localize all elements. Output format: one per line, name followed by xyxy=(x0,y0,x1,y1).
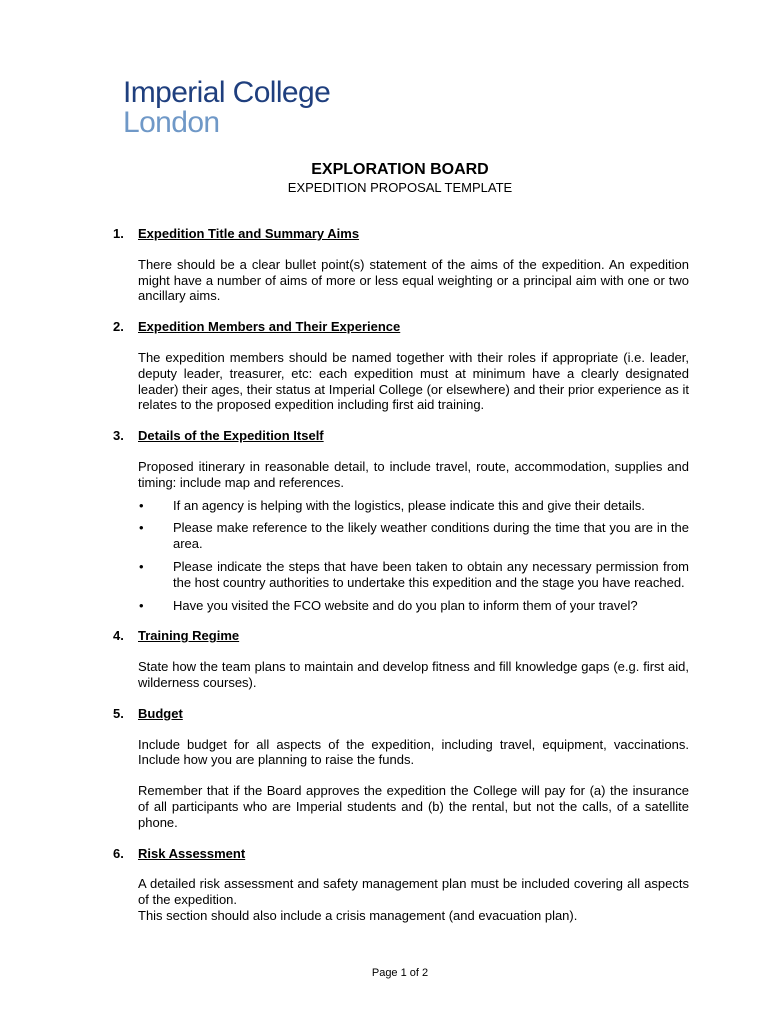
section-heading xyxy=(113,846,689,862)
section-number: 6. xyxy=(113,845,124,861)
section-heading xyxy=(113,706,689,722)
section-paragraph: The expedition members should be named together with their roles if appropriate (i.e. leader, deputy leader, treasurer, etc: each expedition must at minimum have a clearly designated leader) their ages, their status at Imperial College (or elsewhere) and their prior experience as it relates to the proposed expedition including first aid training. xyxy=(138,349,689,413)
section-paragraph: Proposed itinerary in reasonable detail, to include travel, route, accommodation, supplies and timing: include map and references. xyxy=(138,458,689,490)
section-number: 5. xyxy=(113,705,124,721)
section-title: Budget xyxy=(138,705,183,721)
section-title: Training Regime xyxy=(138,628,240,644)
bullet-item: • Please indicate the steps that have been taken to obtain any necessary permission from the host country authorities to undertake this expedition and the stage you have reached. xyxy=(138,559,689,591)
document-title: EXPLORATION BOARD xyxy=(311,161,489,178)
section-number: 1. xyxy=(113,226,124,241)
section-paragraph: Remember that if the Board approves the expedition the College will pay for (a) the insurance of all participants who are Imperial students and (b) the rental, but not the calls, of a satellite phone. xyxy=(138,783,689,830)
section-title: Expedition Members and Their Experience xyxy=(138,319,401,335)
section-number: 4. xyxy=(113,628,124,644)
section-title: Details of the Expedition Itself xyxy=(138,428,324,444)
section-title: Expedition Title and Summary Aims xyxy=(138,226,360,241)
logo-line-1: Imperial College xyxy=(123,76,331,109)
section-paragraph: State how the team plans to maintain and develop fitness and fill knowledge gaps (e.g. first aid, wilderness courses). xyxy=(138,659,689,690)
section-paragraph: Include budget for all aspects of the expedition, including travel, equipment, vaccinations. Include how you are planning to raise the funds. xyxy=(138,736,689,768)
page-number: Page 1 of 2 xyxy=(371,967,429,979)
bullet-item: • Have you visited the FCO website and do you plan to inform them of your travel? xyxy=(138,598,689,614)
document-body xyxy=(113,226,689,924)
section-paragraph: A detailed risk assessment and safety management plan must be included covering all aspects of the expedition. xyxy=(138,876,689,908)
section-number: 2. xyxy=(113,319,124,335)
logo-line-2: London xyxy=(123,106,220,139)
section-heading xyxy=(113,319,689,335)
bullet-list xyxy=(138,498,689,614)
section-title: Risk Assessment xyxy=(138,845,246,861)
bullet-item: • Please make reference to the likely weather conditions during the time that you are in the area. xyxy=(138,520,689,552)
section-heading xyxy=(113,628,689,644)
section-heading xyxy=(113,226,689,242)
section-number: 3. xyxy=(113,428,124,444)
bullet-item: • If an agency is helping with the logistics, please indicate this and give their details. xyxy=(138,498,689,514)
section-heading xyxy=(113,428,689,444)
document-subtitle: EXPEDITION PROPOSAL TEMPLATE xyxy=(287,180,513,195)
imperial-college-logo xyxy=(123,78,330,138)
section-paragraph: This section should also include a crisis management (and evacuation plan). xyxy=(138,907,578,923)
section-paragraph: There should be a clear bullet point(s) statement of the aims of the expedition. An expedition might have a number of aims of more or less equal weighting or a principal aim with one or two ancillary aims. xyxy=(138,256,689,304)
